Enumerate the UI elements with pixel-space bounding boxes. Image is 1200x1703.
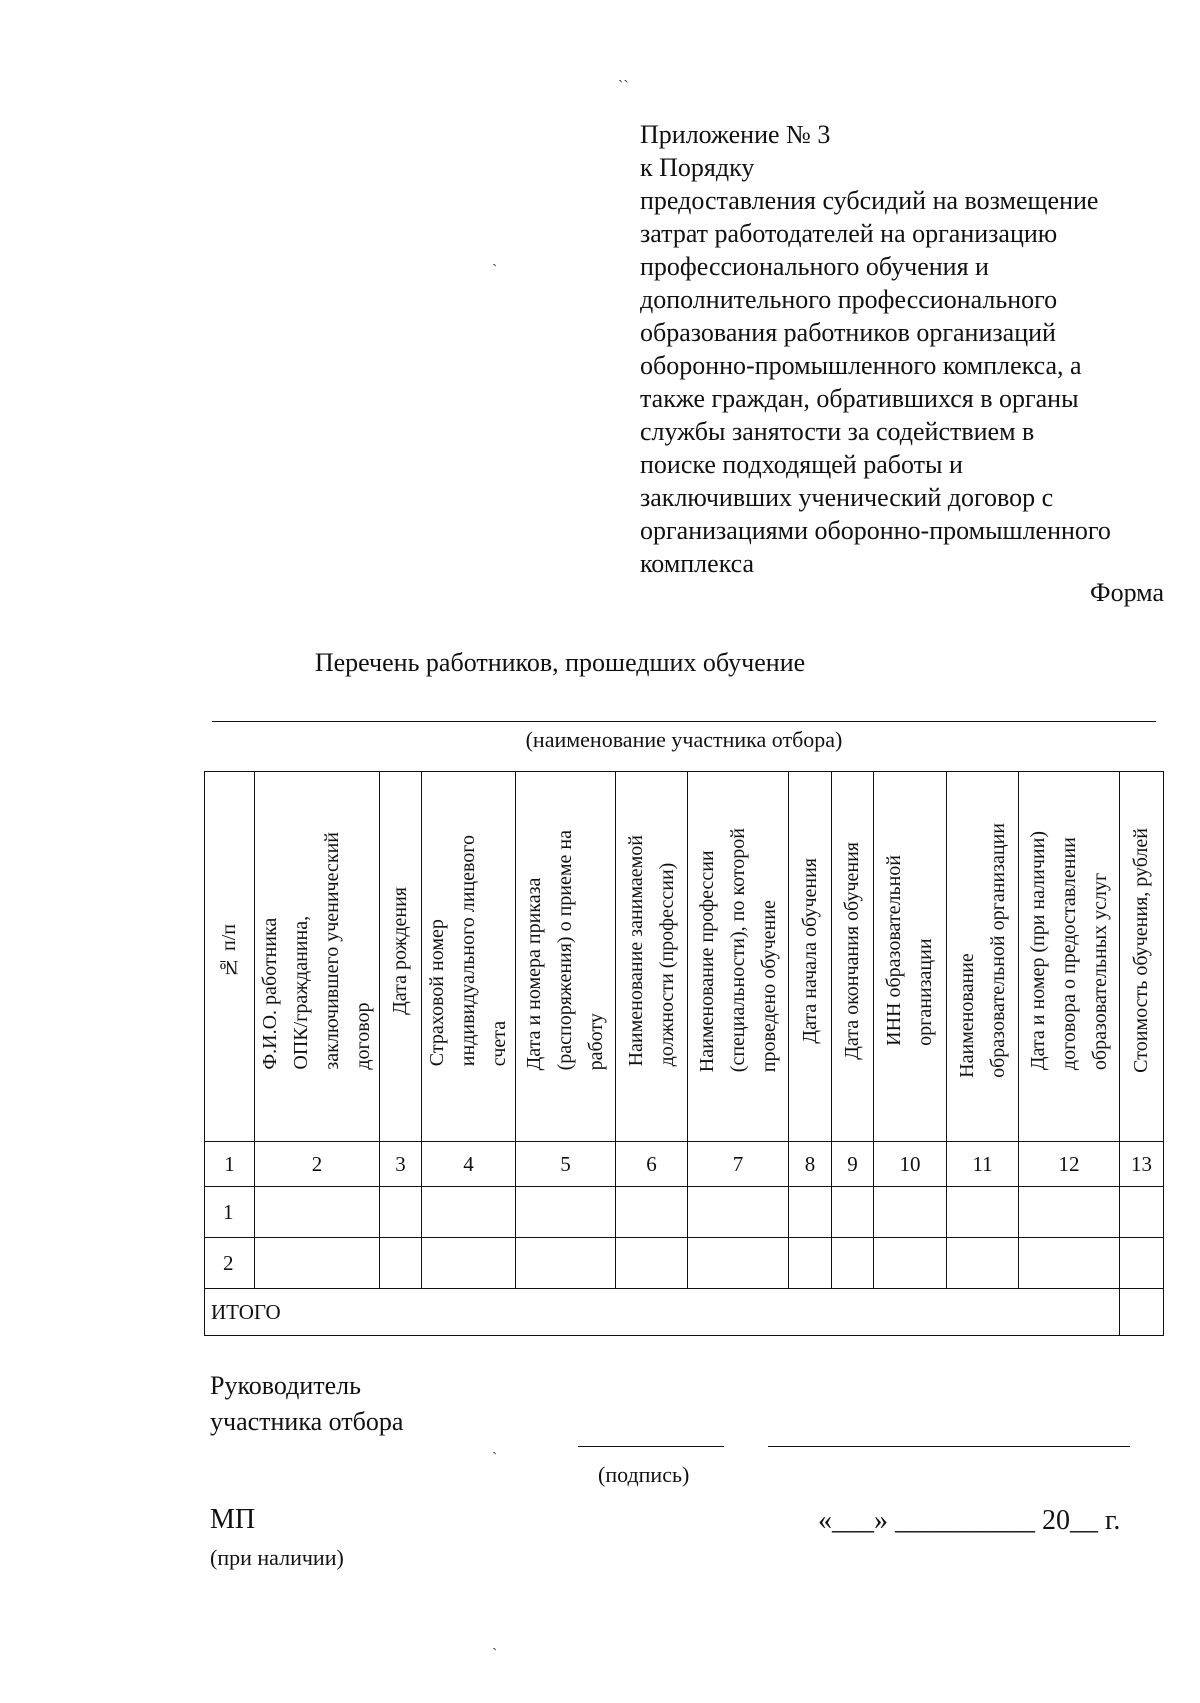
employee-list-table [204, 771, 1164, 1336]
column-number: 1 [205, 1142, 255, 1187]
signature-caption: (подпись) [598, 1462, 690, 1487]
header-text: Дата начала обучения [798, 857, 821, 1044]
appendix-line: заключивших ученический договор с [640, 483, 1054, 512]
scan-speck: ˏ [492, 1438, 498, 1455]
appendix-heading [640, 118, 1180, 580]
header-text: Наименование профессии (специальности), по которой проведено обучение [695, 828, 780, 1073]
header-cell [1120, 772, 1164, 1142]
date-day-blank[interactable]: ___ [832, 1505, 874, 1536]
table-cell[interactable] [516, 1187, 616, 1238]
table-row [205, 1238, 1164, 1289]
table-cell[interactable] [688, 1238, 789, 1289]
header-text: Дата рождения [389, 886, 411, 1015]
total-label: ИТОГО [205, 1289, 1120, 1336]
table-cell[interactable] [422, 1238, 516, 1289]
column-number: 5 [516, 1142, 616, 1187]
column-number: 7 [688, 1142, 789, 1187]
date-year-prefix: 20 [1042, 1505, 1070, 1536]
table-cell[interactable] [832, 1187, 874, 1238]
table-cell[interactable] [1120, 1187, 1164, 1238]
header-cell [516, 772, 616, 1142]
table-cell[interactable] [947, 1238, 1019, 1289]
appendix-line: комплекса [640, 549, 755, 578]
appendix-line: службы занятости за содействием в [640, 417, 1035, 446]
header-text: Дата окончания обучения [841, 841, 863, 1060]
signature-line[interactable] [578, 1446, 724, 1447]
header-cell [1019, 772, 1120, 1142]
table-cell[interactable] [380, 1238, 422, 1289]
date-open-quote: « [818, 1505, 832, 1536]
header-cell [616, 772, 688, 1142]
header-text: ИНН образовательной организации [883, 855, 936, 1046]
table-cell[interactable] [688, 1187, 789, 1238]
column-number: 3 [380, 1142, 422, 1187]
appendix-line: поиске подходящей работы и [640, 450, 963, 479]
table-cell[interactable] [874, 1187, 947, 1238]
scan-speck: ˏ [492, 1634, 498, 1651]
appendix-line: дополнительного профессионального [640, 285, 1058, 314]
scan-speck: ˏ [492, 250, 498, 267]
header-cell [874, 772, 947, 1142]
appendix-line: затрат работодателей на организацию [640, 219, 1058, 248]
header-text: Дата и номера приказа (распоряжения) о приеме на работу [523, 830, 607, 1071]
column-number: 10 [874, 1142, 947, 1187]
form-label: Форма [1090, 578, 1164, 607]
table-cell[interactable] [422, 1187, 516, 1238]
head-signatory-label [210, 1368, 403, 1440]
appendix-line: предоставления субсидий на возмещение [640, 186, 1099, 215]
table-cell[interactable] [1019, 1238, 1120, 1289]
table-cell[interactable] [255, 1238, 380, 1289]
column-number: 6 [616, 1142, 688, 1187]
header-text: Дата и номер (при наличии) договора о предоставлении образовательных услуг [1026, 830, 1111, 1071]
table-cell[interactable] [1019, 1187, 1120, 1238]
column-number: 8 [789, 1142, 832, 1187]
date-year-blank[interactable]: __ [1070, 1505, 1098, 1536]
column-number: 11 [947, 1142, 1019, 1187]
table-cell[interactable] [789, 1187, 832, 1238]
header-text: Наименование занимаемой должности (профессии) [624, 834, 678, 1067]
header-cell [205, 772, 255, 1142]
header-cell [947, 772, 1019, 1142]
date-close-quote: » [874, 1505, 888, 1536]
header-text: Страховой номер индивидуального лицевого счета [426, 834, 510, 1067]
appendix-line: также граждан, обратившихся в органы [640, 384, 1079, 413]
table-cell[interactable] [1120, 1238, 1164, 1289]
stamp-label: МП [210, 1504, 256, 1535]
row-number: 2 [205, 1238, 255, 1289]
appendix-line: Приложение № 3 [640, 120, 831, 149]
table-cell[interactable] [516, 1238, 616, 1289]
signature-name-line[interactable] [768, 1446, 1130, 1447]
head-line: Руководитель [210, 1371, 361, 1400]
appendix-line: профессионального обучения и [640, 252, 989, 281]
appendix-line: образования работников организаций [640, 318, 1056, 347]
participant-caption: (наименование участника отбора) [525, 727, 843, 752]
participant-name-line[interactable] [212, 721, 1156, 722]
table-cell[interactable] [832, 1238, 874, 1289]
appendix-line: организациями оборонно-промышленного [640, 516, 1111, 545]
date-field[interactable] [818, 1505, 1120, 1537]
column-number-row [205, 1142, 1164, 1187]
column-number: 12 [1019, 1142, 1120, 1187]
table-cell[interactable] [255, 1187, 380, 1238]
header-text: Наименование образовательной организации [955, 823, 1009, 1078]
column-number: 13 [1120, 1142, 1164, 1187]
header-text: Ф.И.О. работника ОПК/гражданина, заключившего ученический договор [259, 831, 374, 1070]
header-cell [422, 772, 516, 1142]
table-cell[interactable] [789, 1238, 832, 1289]
table-cell[interactable] [947, 1187, 1019, 1238]
header-cell [832, 772, 874, 1142]
header-cell [380, 772, 422, 1142]
table-cell[interactable] [616, 1238, 688, 1289]
table-row [205, 1187, 1164, 1238]
table-cell[interactable] [380, 1187, 422, 1238]
column-number: 9 [832, 1142, 874, 1187]
appendix-line: к Порядку [640, 153, 755, 182]
table-header-row [205, 772, 1164, 1142]
stamp-note: (при наличии) [210, 1545, 344, 1570]
column-number: 2 [255, 1142, 380, 1187]
total-cost-cell[interactable] [1120, 1289, 1164, 1336]
head-line: участника отбора [210, 1407, 404, 1436]
date-suffix: г. [1105, 1505, 1121, 1536]
header-cell [255, 772, 380, 1142]
row-number: 1 [205, 1187, 255, 1238]
header-text: Стоимость обучения, рублей [1130, 828, 1152, 1073]
table-cell[interactable] [616, 1187, 688, 1238]
document-title: Перечень работников, прошедших обучение [314, 648, 806, 677]
header-text: № п/п [218, 923, 240, 978]
appendix-line: оборонно-промышленного комплекса, а [640, 351, 1082, 380]
header-cell [789, 772, 832, 1142]
header-cell [688, 772, 789, 1142]
date-month-blank[interactable]: __________ [895, 1505, 1035, 1536]
column-number: 4 [422, 1142, 516, 1187]
table-cell[interactable] [874, 1238, 947, 1289]
scan-speck: ˏˎ [618, 66, 629, 83]
total-row [205, 1289, 1164, 1336]
